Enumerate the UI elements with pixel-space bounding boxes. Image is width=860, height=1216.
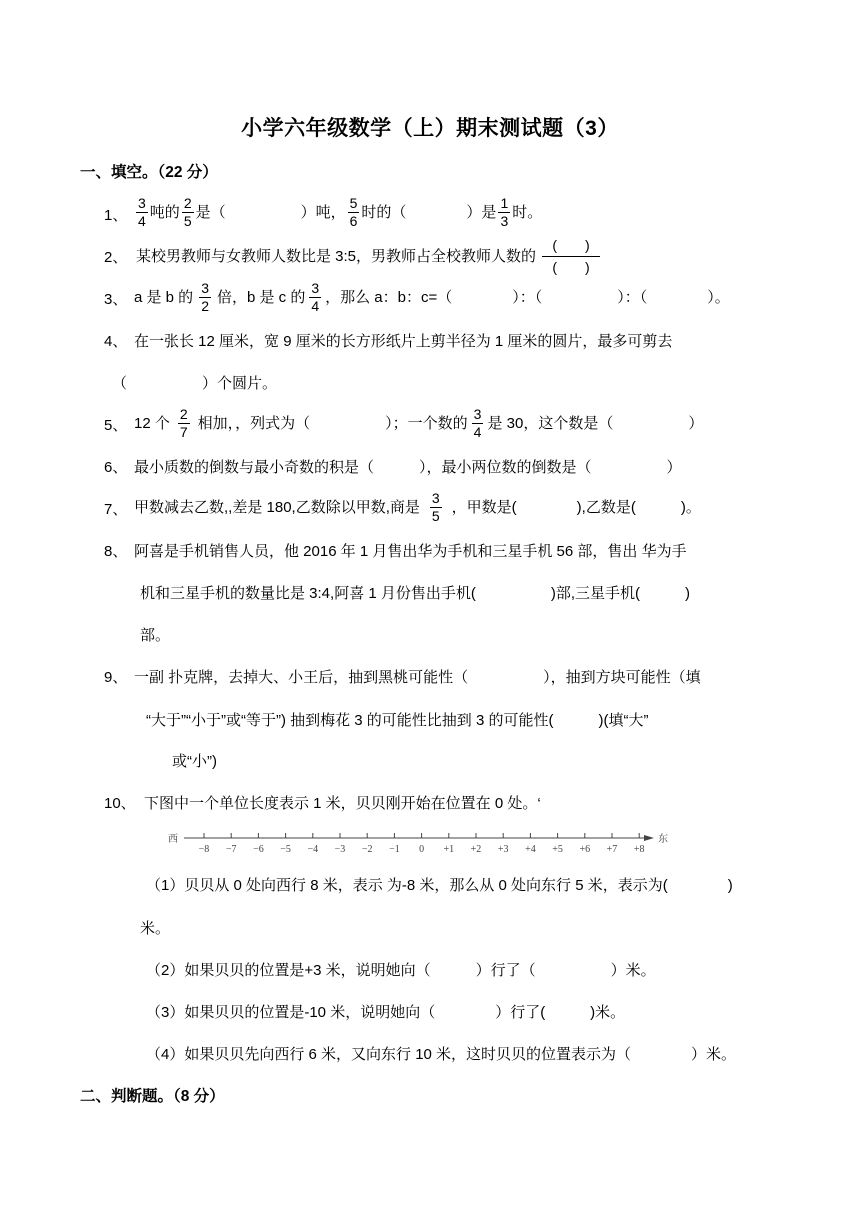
q5-text-1: 12 个 <box>134 414 170 432</box>
q5-text-2: 相加，，列式为（ ）；一个数的 <box>197 414 468 432</box>
number-line-east-label: 东 <box>658 834 668 845</box>
q7-content <box>134 487 701 527</box>
q5-text-3: 是 30，这个数是（ ） <box>487 414 704 432</box>
q7-text-2: ，甲数是( ),乙数是( )。 <box>451 498 701 516</box>
section-2-heading: 二、判断题。（8 分） <box>80 1088 225 1105</box>
q3-text-2: 倍，b 是 c 的 <box>216 288 306 306</box>
number-line-tick-label: −1 <box>389 844 400 855</box>
number-line-tick-label: +8 <box>633 844 645 855</box>
q8-line-1: 阿喜是手机销售人员，他 2016 年 1 月售出华为手机和三星手机 56 部，售出 华为手 <box>134 543 687 560</box>
q3-text-3: ，那么 a：b：c=（ ）：（ ）：（ ）。 <box>325 288 730 306</box>
number-line-tick-label: −2 <box>361 844 373 855</box>
q3-fraction-1: $\frac{3}{2}$ <box>201 279 209 314</box>
number-line-tick-label: +1 <box>443 844 455 855</box>
q2-number: 2、 <box>104 249 128 266</box>
q1-text-3: 时的（ ）是 <box>361 203 497 221</box>
q1-fraction-2: $\frac{2}{5}$ <box>183 194 192 229</box>
q8-line-2: 机和三星手机的数量比是 3:4,阿喜 1 月份售出手机( )部,三星手机( ) <box>140 585 691 602</box>
q10-sub1-line-1: （1）贝贝从 0 处向西行 8 米，表示 为-8 米，那么从 0 处向东行 5 米，表示为( ) <box>146 877 733 894</box>
number-line-tick-label: +5 <box>552 844 563 855</box>
q2-text: 某校男教师与女教师人数比是 3:5，男教师占全校教师人数的 <box>136 247 537 265</box>
q1-text-2: 是（ ）吨， <box>195 203 346 221</box>
q9-number: 9、 <box>104 669 128 686</box>
q5-fraction-2: $\frac{3}{4}$ <box>473 405 482 440</box>
q1-fraction-1: $\frac{3}{4}$ <box>138 194 146 229</box>
number-line-tick-label: 0 <box>419 844 425 855</box>
q10-sub4: （4）如果贝贝先向西行 6 米，又向东行 10 米，这时贝贝的位置表示为（ ）米。 <box>146 1046 737 1063</box>
q3-number: 3、 <box>104 291 128 308</box>
q10-sub1-line-2: 米。 <box>140 920 171 937</box>
page-title: 小学六年级数学（上）期末测试题（3） <box>241 117 619 140</box>
q1-content <box>134 192 542 232</box>
q5-content <box>134 403 703 443</box>
section-1-heading: 一、填空。（22 分） <box>80 164 218 181</box>
number-line-tick-label: +3 <box>497 844 509 855</box>
q9-line-3: 或“小”) <box>172 753 217 770</box>
q4-number: 4、 <box>104 333 128 350</box>
q9-line-1: 一副 扑克牌，去掉大、小王后，抽到黑桃可能性（ ），抽到方块可能性（填 <box>134 669 701 686</box>
q3-fraction-2: $\frac{3}{4}$ <box>311 279 320 314</box>
q9-line-2: “大于”“小于”或“等于”) 抽到梅花 3 的可能性比抽到 3 的可能性( )(填“大” <box>146 712 649 729</box>
q2-blank-fraction[interactable]: ( ) ( ) <box>542 237 600 276</box>
q1-text-4: 时。 <box>512 203 543 221</box>
number-line-tick-label: −8 <box>198 844 210 855</box>
q7-number: 7、 <box>104 501 128 518</box>
number-line-tick-label: +2 <box>470 844 482 855</box>
q3-text-1: a 是 b 的 <box>134 288 194 306</box>
q4-line-1: 在一张长 12 厘米，宽 9 厘米的长方形纸片上剪半径为 1 厘米的圆片，最多可剪去 <box>134 333 673 350</box>
number-line-arrow <box>644 835 654 841</box>
q5-fraction-1: $\frac{2}{7}$ <box>179 405 188 440</box>
number-line-tick-label: +6 <box>579 844 591 855</box>
q1-fraction-3: $\frac{5}{6}$ <box>349 194 358 229</box>
q1-fraction-4: $\frac{1}{3}$ <box>500 194 509 229</box>
q10-sub2: （2）如果贝贝的位置是+3 米，说明她向（ ）行了（ ）米。 <box>146 962 656 979</box>
number-line-tick-label: −7 <box>225 844 237 855</box>
q5-number: 5、 <box>104 417 128 434</box>
q10-text: 下图中一个单位长度表示 1 米，贝贝刚开始在位置在 0 处。‘ <box>144 795 541 812</box>
q1-number: 1、 <box>104 207 128 224</box>
q2-content <box>136 234 600 278</box>
q8-line-3: 部。 <box>140 627 171 644</box>
q10-sub3: （3）如果贝贝的位置是-10 米，说明她向（ ）行了( )米。 <box>146 1004 626 1021</box>
number-line-tick-label: −4 <box>307 844 319 855</box>
number-line-tick-label: +4 <box>525 844 536 855</box>
number-line <box>166 826 686 856</box>
number-line-ticks <box>199 833 645 855</box>
q8-number: 8、 <box>104 543 128 560</box>
q3-content <box>134 277 730 317</box>
q6-text: 最小质数的倒数与最小奇数的积是（ ），最小两位数的倒数是（ ） <box>134 459 682 476</box>
number-line-tick-label: −3 <box>334 844 346 855</box>
q6-number: 6、 <box>104 459 128 476</box>
q4-line-2: （ ）个圆片。 <box>112 375 278 392</box>
q10-number: 10、 <box>104 795 136 812</box>
q1-text-1: 吨的 <box>149 203 180 221</box>
number-line-west-label: 西 <box>168 834 178 845</box>
number-line-tick-label: +7 <box>606 844 618 855</box>
q7-fraction-1: $\frac{3}{5}$ <box>431 489 440 524</box>
q7-text-1: 甲数减去乙数,,差是 180,乙数除以甲数,商是 <box>134 498 420 516</box>
number-line-tick-label: −6 <box>253 844 264 855</box>
number-line-tick-label: −5 <box>280 844 291 855</box>
